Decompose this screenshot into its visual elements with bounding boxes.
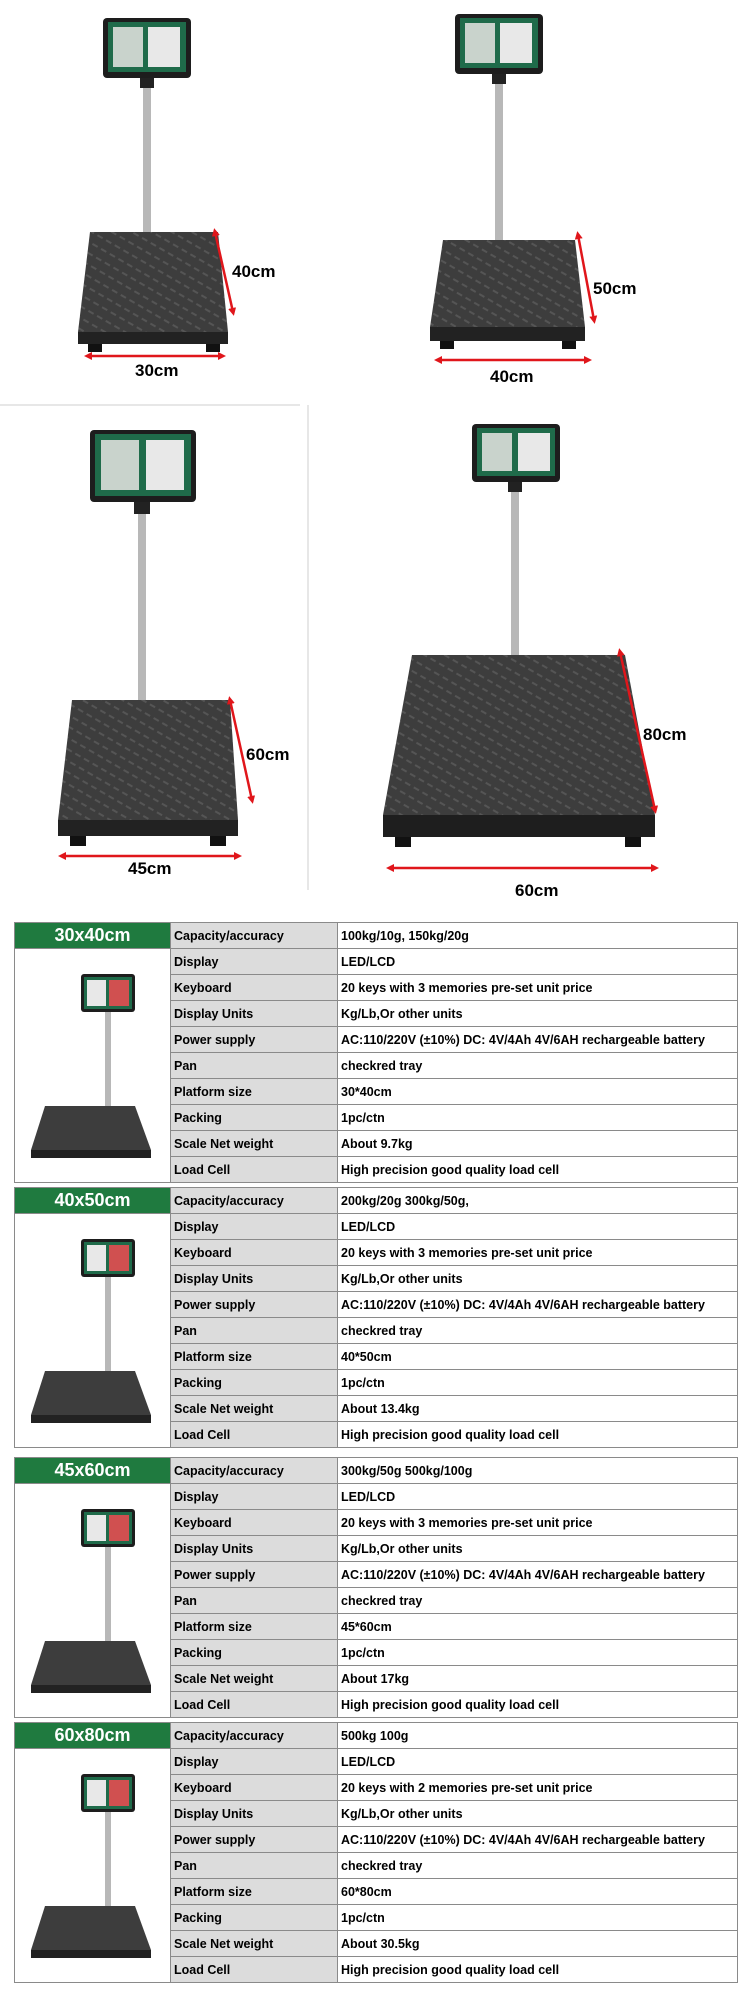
spec-value: 40*50cm — [338, 1344, 738, 1370]
spec-label: Keyboard — [171, 975, 338, 1001]
width-label-2: 40cm — [490, 367, 534, 386]
spec-label: Platform size — [171, 1344, 338, 1370]
spec-label: Keyboard — [171, 1510, 338, 1536]
spec-label: Pan — [171, 1853, 338, 1879]
spec-label: Scale Net weight — [171, 1396, 338, 1422]
spec-label: Platform size — [171, 1879, 338, 1905]
spec-label: Load Cell — [171, 1157, 338, 1183]
spec-value: LED/LCD — [338, 1484, 738, 1510]
spec-table-3 — [14, 1457, 738, 1718]
model-thumbnail — [15, 1749, 171, 1983]
spec-value: LED/LCD — [338, 1749, 738, 1775]
table-row — [15, 1188, 738, 1214]
spec-label: Platform size — [171, 1614, 338, 1640]
spec-label: Packing — [171, 1370, 338, 1396]
spec-value: 20 keys with 3 memories pre-set unit price — [338, 975, 738, 1001]
spec-value: 1pc/ctn — [338, 1905, 738, 1931]
spec-label: Power supply — [171, 1027, 338, 1053]
spec-label: Display — [171, 1484, 338, 1510]
table-row — [15, 1214, 738, 1240]
spec-value: High precision good quality load cell — [338, 1692, 738, 1718]
spec-label: Packing — [171, 1105, 338, 1131]
spec-value: About 9.7kg — [338, 1131, 738, 1157]
spec-value: 1pc/ctn — [338, 1105, 738, 1131]
spec-label: Display — [171, 1749, 338, 1775]
spec-value: About 17kg — [338, 1666, 738, 1692]
scale-photo-60x80 — [383, 424, 686, 900]
spec-value: 200kg/20g 300kg/50g, — [338, 1188, 738, 1214]
spec-value: 60*80cm — [338, 1879, 738, 1905]
spec-label: Load Cell — [171, 1957, 338, 1983]
spec-value: 30*40cm — [338, 1079, 738, 1105]
spec-value: 1pc/ctn — [338, 1370, 738, 1396]
spec-label: Display Units — [171, 1801, 338, 1827]
spec-value: checkred tray — [338, 1053, 738, 1079]
depth-label-1: 40cm — [232, 262, 276, 281]
spec-value: Kg/Lb,Or other units — [338, 1001, 738, 1027]
model-thumbnail — [15, 1484, 171, 1718]
spec-label: Display Units — [171, 1001, 338, 1027]
spec-value: Kg/Lb,Or other units — [338, 1266, 738, 1292]
spec-label: Capacity/accuracy — [171, 1458, 338, 1484]
scale-photo-30x40 — [78, 18, 275, 380]
spec-value: 300kg/50g 500kg/100g — [338, 1458, 738, 1484]
spec-label: Display — [171, 949, 338, 975]
spec-label: Display Units — [171, 1536, 338, 1562]
spec-table-2 — [14, 1187, 738, 1448]
spec-label: Power supply — [171, 1562, 338, 1588]
model-title: 60x80cm — [15, 1723, 171, 1749]
spec-value: checkred tray — [338, 1588, 738, 1614]
spec-value: About 30.5kg — [338, 1931, 738, 1957]
spec-value: High precision good quality load cell — [338, 1157, 738, 1183]
width-label-3: 45cm — [128, 859, 172, 878]
spec-value: 20 keys with 2 memories pre-set unit price — [338, 1775, 738, 1801]
spec-value: 20 keys with 3 memories pre-set unit price — [338, 1510, 738, 1536]
spec-label: Power supply — [171, 1827, 338, 1853]
spec-label: Pan — [171, 1318, 338, 1344]
spec-label: Load Cell — [171, 1422, 338, 1448]
spec-value: LED/LCD — [338, 949, 738, 975]
spec-value: 500kg 100g — [338, 1723, 738, 1749]
spec-label: Pan — [171, 1053, 338, 1079]
spec-value: 45*60cm — [338, 1614, 738, 1640]
spec-label: Scale Net weight — [171, 1931, 338, 1957]
spec-value: checkred tray — [338, 1853, 738, 1879]
spec-label: Scale Net weight — [171, 1666, 338, 1692]
spec-label: Packing — [171, 1640, 338, 1666]
scale-photo-45x60 — [58, 430, 289, 878]
spec-value: AC:110/220V (±10%) DC: 4V/4Ah 4V/6AH rechargeable battery — [338, 1027, 738, 1053]
spec-value: Kg/Lb,Or other units — [338, 1801, 738, 1827]
spec-value: 100kg/10g, 150kg/20g — [338, 923, 738, 949]
depth-label-4: 80cm — [643, 725, 687, 744]
model-title: 45x60cm — [15, 1458, 171, 1484]
model-title: 40x50cm — [15, 1188, 171, 1214]
spec-value: Kg/Lb,Or other units — [338, 1536, 738, 1562]
spec-value: About 13.4kg — [338, 1396, 738, 1422]
table-row — [15, 1723, 738, 1749]
table-row — [15, 1484, 738, 1510]
spec-label: Display — [171, 1214, 338, 1240]
spec-label: Keyboard — [171, 1240, 338, 1266]
depth-label-3: 60cm — [246, 745, 290, 764]
spec-label: Display Units — [171, 1266, 338, 1292]
spec-value: High precision good quality load cell — [338, 1957, 738, 1983]
width-label-4: 60cm — [515, 881, 559, 900]
model-title: 30x40cm — [15, 923, 171, 949]
spec-value: LED/LCD — [338, 1214, 738, 1240]
table-row — [15, 949, 738, 975]
model-thumbnail — [15, 949, 171, 1183]
depth-label-2: 50cm — [593, 279, 637, 298]
table-row — [15, 1749, 738, 1775]
spec-value: AC:110/220V (±10%) DC: 4V/4Ah 4V/6AH rechargeable battery — [338, 1562, 738, 1588]
spec-value: checkred tray — [338, 1318, 738, 1344]
table-row — [15, 1458, 738, 1484]
scale-photo-40x50 — [430, 14, 636, 386]
spec-value: AC:110/220V (±10%) DC: 4V/4Ah 4V/6AH rechargeable battery — [338, 1827, 738, 1853]
spec-label: Keyboard — [171, 1775, 338, 1801]
spec-label: Capacity/accuracy — [171, 923, 338, 949]
width-label-1: 30cm — [135, 361, 179, 380]
spec-label: Load Cell — [171, 1692, 338, 1718]
spec-table-4 — [14, 1722, 738, 1983]
table-row — [15, 923, 738, 949]
spec-label: Capacity/accuracy — [171, 1188, 338, 1214]
spec-label: Platform size — [171, 1079, 338, 1105]
spec-label: Power supply — [171, 1292, 338, 1318]
spec-label: Pan — [171, 1588, 338, 1614]
spec-value: High precision good quality load cell — [338, 1422, 738, 1448]
spec-value: AC:110/220V (±10%) DC: 4V/4Ah 4V/6AH rechargeable battery — [338, 1292, 738, 1318]
spec-value: 20 keys with 3 memories pre-set unit price — [338, 1240, 738, 1266]
spec-label: Capacity/accuracy — [171, 1723, 338, 1749]
product-photos — [0, 0, 750, 910]
spec-label: Scale Net weight — [171, 1131, 338, 1157]
spec-value: 1pc/ctn — [338, 1640, 738, 1666]
spec-table-1 — [14, 922, 738, 1183]
spec-label: Packing — [171, 1905, 338, 1931]
model-thumbnail — [15, 1214, 171, 1448]
